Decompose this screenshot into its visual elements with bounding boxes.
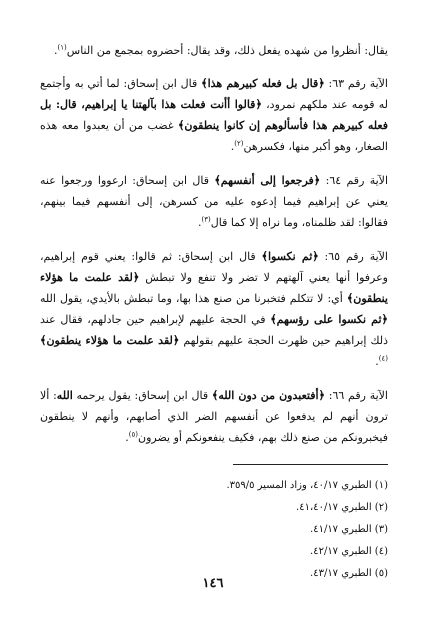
paragraph-verse-65: الآية رقم ٦٥: ﴿ثم نكسوا﴾ قال ابن إسحاق: ثم قالوا: يعني قوم إبراهيم، وعرفوا أنها يعني آلهتهم لا تضر ولا تنفع ولا تبطش ﴿لقد علمت ما هؤلاء ينطقون﴾ أي: لا تتكلم فتخبرنا من صنع هذا بها، وما تبطش بالأيدي، يقول الله ﴿ثم نكسوا على رؤسهم﴾ في الحجة عليهم لإبراهيم حين جادلهم، فقال عند ذلك إبراهيم حين ظهرت الحجة عليهم بقولهم ﴿لقد علمت ما هؤلاء ينطقون﴾$^{(٤)}$.	[40, 250, 388, 368]
page-number: ١٤٦	[202, 576, 224, 591]
verse-63-text: قال ابن إسحاق: لما أتي به وأجتمع له قومه عند ملكهم نمرود،	[40, 77, 388, 111]
verse-65-label: الآية رقم ٦٥:	[318, 250, 388, 263]
verse-66-label: الآية رقم ٦٦:	[324, 389, 388, 402]
paragraph-verse-64: الآية رقم ٦٤: ﴿فرجعوا إلى أنفسهم﴾ قال ابن إسحاق: ارعووا ورجعوا عنه يعني عن إبراهيم فيما إدعوه عليه من كسرهن، إلى أنفسهم فيما بينهم، فقالوا: لقد ظلمناه، وما نراه إلا كما قال$^{(٣)}$.	[40, 174, 389, 229]
verse-63-quote: ﴿قال بل فعله كبيرهم هذا﴾	[201, 77, 325, 90]
verse-65-text-2: أي: لا تتكلم فتخبرنا من صنع هذا بها، وما تبطش بالأيدي، يقول الله	[40, 292, 347, 305]
verse-65-quote-4: ﴿لقد علمت ما هؤلاء ينطقون﴾	[40, 334, 180, 347]
page-body	[40, 40, 388, 640]
footnote-ref-4: (٤)	[378, 354, 388, 363]
verse-64-rest: قال ابن إسحاق: ارعووا ورجعوا عنه يعني عن إبراهيم فيما إدعوه عليه من كسرهن، إلى أنفسهم فيما بينهم، فقالوا: لقد ظلمناه، وما نراه إلا كما قال	[40, 174, 388, 229]
footnote-2: (٢) الطبري ٤١،٤٠/١٧.	[296, 502, 388, 513]
footnote-ref-2: (٢)	[234, 139, 244, 148]
footnote-1: (١) الطبري ٤٠/١٧، وزاد المسير ٣٥٩/٥.	[226, 480, 388, 491]
footnote-5: (٥) الطبري ٤٣/١٧.	[310, 568, 388, 579]
footnote-ref-3: (٣)	[201, 215, 211, 224]
verse-66-text: قال ابن إسحاق: يقول يرحمه	[72, 389, 212, 402]
verse-65-quote-3: ﴿ثم نكسوا على رؤسهم﴾	[270, 313, 388, 326]
footnote-separator	[233, 464, 388, 465]
verse-65-quote: ﴿ثم نكسوا﴾	[261, 250, 319, 263]
verse-63-quote-2: ﴿قالوا أأنت فعلت هذا بآلهتنا يا إبراهيم، قال: بل فعله كبيرهم هذا فأسألوهم إن كانوا ينطقون﴾	[40, 98, 388, 132]
paragraph-verse-66: الآية رقم ٦٦: ﴿أفتعبدون من دون الله﴾ قال ابن إسحاق: يقول يرحمه الله: ألا ترون أنهم لم يدفعوا عن أنفسهم الضر الذي أصابهم، وأنهم لا ينطقون فيخبرونكم من صنع ذلك بهم، فكيف ينفعونكم أو يضرون$^{(٥)}$.	[40, 389, 388, 444]
verse-65-quote-2: ﴿لقد علمت ما هؤلاء ينطقون﴾	[40, 271, 388, 305]
verse-65-text: قال ابن إسحاق: ثم قالوا: يعني قوم إبراهيم، وعرفوا أنها يعني آلهتهم لا تضر ولا تنفع ولا تبطش	[40, 250, 388, 284]
verse-65-text-3: في الحجة عليهم لإبراهيم حين جادلهم، فقال عند ذلك إبراهيم حين ظهرت الحجة عليهم بقولهم	[40, 313, 388, 347]
footnote-4: (٤) الطبري ٤٢/١٧.	[310, 546, 388, 557]
verse-66-name: الله	[56, 389, 73, 402]
verse-64-label: الآية رقم ٦٤:	[320, 174, 389, 187]
paragraph-intro: يقال: أنظروا من شهده يفعل ذلك، وقد يقال: أحضروه بمجمع من الناس$^{(١)}$.	[54, 43, 388, 57]
verse-63-label: الآية رقم ٦٣:	[324, 77, 388, 90]
verse-66-rest: : ألا ترون أنهم لم يدفعوا عن أنفسهم الضر الذي أصابهم، وأنهم لا ينطقون فيخبرونكم من صنع ذلك بهم، فكيف ينفعونكم أو يضرون	[40, 389, 388, 444]
paragraph-intro-text: يقال: أنظروا من شهده يفعل ذلك، وقد يقال: أحضروه بمجمع من الناس	[66, 44, 388, 57]
paragraph-verse-63: الآية رقم ٦٣: ﴿قال بل فعله كبيرهم هذا﴾ قال ابن إسحاق: لما أتي به وأجتمع له قومه عند ملكهم نمرود، ﴿قالوا أأنت فعلت هذا بآلهتنا يا إبراهيم، قال: بل فعله كبيرهم هذا فأسألوهم إن كانوا ينطقون﴾ غضب من أن يعبدوا معه هذه الصغار، وهو أكبر منها، فكسرهن$^{(٢)}$.	[40, 77, 388, 153]
footnote-ref-5: (٥)	[128, 430, 139, 439]
footnote-3: (٣) الطبري ٤١/١٧.	[310, 524, 388, 535]
verse-66-quote: ﴿أفتعبدون من دون الله﴾	[211, 389, 325, 402]
verse-63-rest: غضب من أن يعبدوا معه هذه الصغار، وهو أكبر منها، فكسرهن	[40, 119, 388, 153]
footnote-ref-1: (١)	[57, 43, 67, 52]
verse-64-quote: ﴿فرجعوا إلى أنفسهم﴾	[214, 174, 321, 187]
